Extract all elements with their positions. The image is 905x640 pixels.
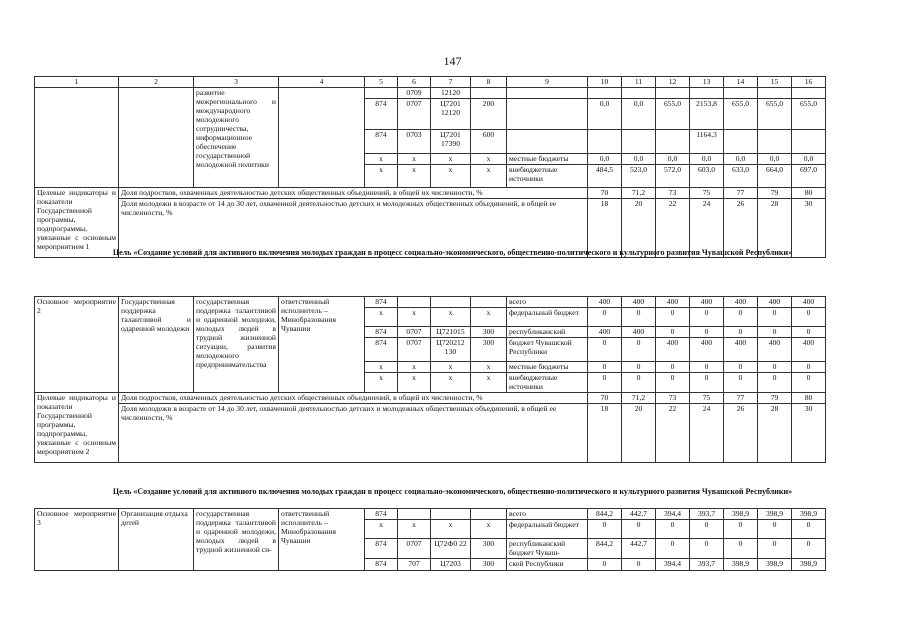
- indicator-text: Доля молодежи в возрасте от 14 до 30 лет, охваченной деятельностью детских и молодежных общественных объединений, в общей ее численности, %: [119, 199, 588, 258]
- value-cell: 393,7: [690, 509, 724, 520]
- table-cell: 300: [471, 559, 507, 571]
- value-cell: 400: [758, 297, 792, 308]
- value-cell: 0: [656, 373, 690, 393]
- value-cell: 0: [690, 373, 724, 393]
- measure-description: государственная поддержка талантливой и одаренной молодежи, молодых людей в трудной жизненной ситуации, развития молодежного предпринимательства: [194, 297, 279, 393]
- value-cell: 394,4: [656, 509, 690, 520]
- table-cell: x: [471, 308, 507, 327]
- value-cell: [792, 130, 826, 154]
- value-cell: 400: [588, 327, 622, 338]
- table-cell: Ц720212 130: [431, 338, 471, 362]
- table-cell: [365, 88, 398, 99]
- indicator-value: 79: [758, 188, 792, 199]
- value-cell: 400: [588, 297, 622, 308]
- indicator-value: 75: [690, 188, 724, 199]
- table-cell: x: [431, 154, 471, 165]
- column-header: 7: [431, 77, 471, 88]
- table-cell: Ц7203: [431, 559, 471, 571]
- table-cell: 300: [471, 327, 507, 338]
- value-cell: 0: [792, 539, 826, 559]
- table-cell: x: [471, 165, 507, 188]
- indicator-row: [35, 404, 826, 463]
- indicator-value: 73: [656, 188, 690, 199]
- value-cell: 655,0: [758, 99, 792, 130]
- value-cell: 0: [690, 362, 724, 373]
- column-header: 10: [588, 77, 622, 88]
- column-header: 12: [656, 77, 690, 88]
- value-cell: [724, 130, 758, 154]
- table-cell: 0703: [398, 130, 431, 154]
- funding-source: [507, 88, 588, 99]
- value-cell: 0: [792, 520, 826, 539]
- table-cell: 600: [471, 130, 507, 154]
- goal-heading-1: Цель «Создание условий для активного включения молодых граждан в процесс социально-экономического, общественно-политического и культурного развития Чувашской Республики»: [112, 248, 793, 257]
- value-cell: 400: [622, 327, 656, 338]
- table-cell: 0707: [398, 327, 431, 338]
- value-cell: 442,7: [622, 509, 656, 520]
- value-cell: 400: [690, 338, 724, 362]
- column-header: 8: [471, 77, 507, 88]
- funding-source: бюджет Чувашской Республики: [507, 338, 588, 362]
- value-cell: 0: [758, 520, 792, 539]
- table-cell: x: [431, 308, 471, 327]
- measure-name: Основное мероприятие 3: [35, 509, 119, 571]
- value-cell: 0: [758, 327, 792, 338]
- cell-col1: [35, 88, 119, 188]
- value-cell: 0: [758, 373, 792, 393]
- funding-source: внебюджетные источники: [507, 165, 588, 188]
- value-cell: 0,0: [792, 154, 826, 165]
- value-cell: [588, 88, 622, 99]
- table-block-1: [34, 76, 826, 258]
- funding-source: ской Республики: [507, 559, 588, 571]
- indicator-value: 28: [758, 404, 792, 463]
- value-cell: 0: [792, 327, 826, 338]
- value-cell: 0: [758, 362, 792, 373]
- table-cell: x: [471, 373, 507, 393]
- table-cell: [471, 297, 507, 308]
- table-row: [35, 509, 826, 520]
- responsible-executor: ответственный исполнитель – Минобразования Чувашии: [279, 509, 365, 571]
- table-cell: x: [431, 520, 471, 539]
- value-cell: 0: [656, 308, 690, 327]
- table-cell: 874: [365, 297, 398, 308]
- value-cell: 0,0: [588, 154, 622, 165]
- indicator-value: 28: [758, 199, 792, 258]
- value-cell: 0: [724, 327, 758, 338]
- table-cell: [471, 509, 507, 520]
- table-cell: Ц721015: [431, 327, 471, 338]
- indicator-text: Доля подростков, охваченных деятельностью детских общественных объединений, в общей их численности, %: [119, 188, 588, 199]
- table-cell: 12120: [431, 88, 471, 99]
- value-cell: 655,0: [656, 99, 690, 130]
- value-cell: [622, 88, 656, 99]
- value-cell: 398,9: [792, 559, 826, 571]
- value-cell: [656, 130, 690, 154]
- column-header: 1: [35, 77, 119, 88]
- value-cell: 0: [622, 362, 656, 373]
- value-cell: 0: [622, 308, 656, 327]
- value-cell: 400: [622, 297, 656, 308]
- value-cell: 2153,8: [690, 99, 724, 130]
- table-cell: 874: [365, 327, 398, 338]
- indicator-row: [35, 188, 826, 199]
- indicator-value: 77: [724, 393, 758, 404]
- column-header: 16: [792, 77, 826, 88]
- funding-source: всего: [507, 297, 588, 308]
- value-cell: 0: [622, 338, 656, 362]
- value-cell: 844,2: [588, 509, 622, 520]
- value-cell: 394,4: [656, 559, 690, 571]
- table-block-3: [34, 508, 826, 571]
- header-row: [35, 77, 826, 88]
- cell-col2: [119, 88, 194, 188]
- column-header: 11: [622, 77, 656, 88]
- value-cell: 0,0: [690, 154, 724, 165]
- value-cell: 442,7: [622, 539, 656, 559]
- indicator-text: Доля подростков, охваченных деятельностью детских общественных объединений, в общей их численности, %: [119, 393, 588, 404]
- table-cell: Ц7201 12120: [431, 99, 471, 130]
- table-cell: 0709: [398, 88, 431, 99]
- value-cell: 484,5: [588, 165, 622, 188]
- measure-description: развитие межрегионального и международного молодежного сотрудничества, информационное обеспечение государственной молодежной политики: [194, 88, 279, 188]
- value-cell: 603,0: [690, 165, 724, 188]
- table-cell: x: [365, 520, 398, 539]
- value-cell: 398,9: [724, 509, 758, 520]
- value-cell: 400: [656, 338, 690, 362]
- indicators-label: Целевые индикаторы и показатели Государственной программы, подпрограммы, увязанные с основным мероприятием 2: [35, 393, 119, 463]
- indicator-value: 22: [656, 404, 690, 463]
- value-cell: [656, 88, 690, 99]
- value-cell: 400: [656, 297, 690, 308]
- value-cell: 697,0: [792, 165, 826, 188]
- measure-title: Государственная поддержка талантливой и одаренной молодежи: [119, 297, 194, 393]
- value-cell: 400: [724, 297, 758, 308]
- value-cell: 398,9: [792, 509, 826, 520]
- value-cell: 0: [690, 520, 724, 539]
- value-cell: 523,0: [622, 165, 656, 188]
- table-row: [35, 297, 826, 308]
- column-header: 15: [758, 77, 792, 88]
- funding-source: внебюджетные источники: [507, 373, 588, 393]
- funding-source: республиканский: [507, 327, 588, 338]
- indicator-value: 73: [656, 393, 690, 404]
- indicator-value: 30: [792, 404, 826, 463]
- table-cell: x: [471, 362, 507, 373]
- table-cell: x: [398, 520, 431, 539]
- responsible-executor: ответственный исполнитель – Минобразования Чувашии: [279, 297, 365, 393]
- funding-source: республиканский бюджет Чуваш-: [507, 539, 588, 559]
- value-cell: 0: [622, 559, 656, 571]
- value-cell: 0: [724, 539, 758, 559]
- value-cell: 0: [656, 539, 690, 559]
- value-cell: [588, 130, 622, 154]
- page-number: 147: [443, 54, 462, 68]
- value-cell: 0,0: [724, 154, 758, 165]
- table-cell: x: [398, 308, 431, 327]
- table-cell: x: [365, 362, 398, 373]
- value-cell: 0: [690, 539, 724, 559]
- indicator-value: 71,2: [622, 188, 656, 199]
- value-cell: 655,0: [724, 99, 758, 130]
- table-block-2: [34, 296, 826, 463]
- value-cell: [758, 130, 792, 154]
- table-cell: 300: [471, 539, 507, 559]
- value-cell: 0: [690, 308, 724, 327]
- table-cell: x: [471, 520, 507, 539]
- value-cell: 0: [588, 559, 622, 571]
- table-cell: 300: [471, 338, 507, 362]
- table-cell: x: [365, 308, 398, 327]
- value-cell: 0: [588, 362, 622, 373]
- value-cell: [622, 130, 656, 154]
- value-cell: 0: [588, 308, 622, 327]
- funding-source: всего: [507, 509, 588, 520]
- value-cell: 0: [724, 362, 758, 373]
- value-cell: 844,2: [588, 539, 622, 559]
- value-cell: 0: [656, 362, 690, 373]
- table-cell: 874: [365, 130, 398, 154]
- value-cell: 0,0: [758, 154, 792, 165]
- indicator-text: Доля молодежи в возрасте от 14 до 30 лет, охваченной деятельностью детских и молодежных общественных объединений, в общей ее численности, %: [119, 404, 588, 463]
- indicator-value: 26: [724, 199, 758, 258]
- value-cell: [758, 88, 792, 99]
- table-cell: 874: [365, 338, 398, 362]
- table-cell: 874: [365, 509, 398, 520]
- value-cell: 0: [758, 308, 792, 327]
- measure-title: Организация отдыха детей: [119, 509, 194, 571]
- indicator-value: 20: [622, 404, 656, 463]
- column-header: 4: [279, 77, 365, 88]
- cell-col4: [279, 88, 365, 188]
- table-row: [35, 88, 826, 99]
- value-cell: [724, 88, 758, 99]
- value-cell: [792, 88, 826, 99]
- table-cell: x: [365, 165, 398, 188]
- column-header: 6: [398, 77, 431, 88]
- value-cell: 0: [690, 327, 724, 338]
- value-cell: 0,0: [656, 154, 690, 165]
- funding-source: [507, 99, 588, 130]
- table-cell: 200: [471, 99, 507, 130]
- value-cell: 0,0: [622, 99, 656, 130]
- value-cell: 398,9: [724, 559, 758, 571]
- table-cell: x: [398, 154, 431, 165]
- table-cell: Ц7201 17390: [431, 130, 471, 154]
- value-cell: 572,0: [656, 165, 690, 188]
- goal-heading-2: Цель «Создание условий для активного включения молодых граждан в процесс социально-экономического, общественно-политического и культурного развития Чувашской Республики»: [112, 487, 793, 496]
- indicator-value: 30: [792, 199, 826, 258]
- indicator-value: 70: [588, 393, 622, 404]
- value-cell: 664,0: [758, 165, 792, 188]
- indicator-value: 75: [690, 393, 724, 404]
- table-cell: 874: [365, 99, 398, 130]
- value-cell: 400: [758, 338, 792, 362]
- value-cell: 0: [724, 520, 758, 539]
- table-cell: 874: [365, 539, 398, 559]
- value-cell: 0: [656, 520, 690, 539]
- value-cell: 0: [622, 373, 656, 393]
- table-cell: x: [398, 362, 431, 373]
- value-cell: 0,0: [588, 99, 622, 130]
- value-cell: 0,0: [622, 154, 656, 165]
- funding-source: федеральный бюджет: [507, 308, 588, 327]
- funding-source: федеральный бюджет: [507, 520, 588, 539]
- indicator-value: 71,2: [622, 393, 656, 404]
- value-cell: 655,0: [792, 99, 826, 130]
- value-cell: [690, 88, 724, 99]
- value-cell: 400: [724, 338, 758, 362]
- value-cell: 0: [656, 327, 690, 338]
- indicator-value: 20: [622, 199, 656, 258]
- table-cell: [431, 297, 471, 308]
- value-cell: 0: [588, 373, 622, 393]
- indicator-value: 24: [690, 404, 724, 463]
- column-header: 13: [690, 77, 724, 88]
- indicator-value: 18: [588, 404, 622, 463]
- table-cell: x: [398, 165, 431, 188]
- value-cell: 400: [792, 338, 826, 362]
- indicator-value: 26: [724, 404, 758, 463]
- table-cell: [398, 297, 431, 308]
- funding-source: [507, 130, 588, 154]
- indicator-value: 77: [724, 188, 758, 199]
- column-header: 14: [724, 77, 758, 88]
- indicator-value: 79: [758, 393, 792, 404]
- table-cell: Ц72Ф0 22: [431, 539, 471, 559]
- value-cell: 398,9: [758, 559, 792, 571]
- table-cell: 707: [398, 559, 431, 571]
- value-cell: 400: [690, 297, 724, 308]
- table-cell: x: [431, 362, 471, 373]
- column-header: 9: [507, 77, 588, 88]
- value-cell: 0: [792, 373, 826, 393]
- indicator-value: 18: [588, 199, 622, 258]
- column-header: 3: [194, 77, 279, 88]
- measure-description: государственная поддержка талантливой и одаренной молодежи, молодых людей в трудной жизненной си-: [194, 509, 279, 571]
- column-header: 5: [365, 77, 398, 88]
- column-header: 2: [119, 77, 194, 88]
- indicator-value: 22: [656, 199, 690, 258]
- value-cell: 0: [792, 308, 826, 327]
- measure-name: Основное мероприятие 2: [35, 297, 119, 393]
- table-cell: x: [471, 154, 507, 165]
- value-cell: 0: [758, 539, 792, 559]
- value-cell: 398,9: [758, 509, 792, 520]
- value-cell: 1164,3: [690, 130, 724, 154]
- value-cell: 400: [792, 297, 826, 308]
- value-cell: 0: [588, 338, 622, 362]
- value-cell: 633,0: [724, 165, 758, 188]
- table-cell: x: [431, 373, 471, 393]
- table-cell: 874: [365, 559, 398, 571]
- funding-source: местные бюджеты: [507, 362, 588, 373]
- table-cell: x: [431, 165, 471, 188]
- value-cell: 393,7: [690, 559, 724, 571]
- table-cell: x: [365, 373, 398, 393]
- indicator-value: 70: [588, 188, 622, 199]
- funding-source: местные бюджеты: [507, 154, 588, 165]
- value-cell: 0: [622, 520, 656, 539]
- value-cell: 0: [792, 362, 826, 373]
- value-cell: 0: [588, 520, 622, 539]
- value-cell: 0: [724, 373, 758, 393]
- table-cell: 0707: [398, 99, 431, 130]
- table-cell: [398, 509, 431, 520]
- table-cell: x: [398, 373, 431, 393]
- indicator-value: 80: [792, 188, 826, 199]
- indicator-row: [35, 393, 826, 404]
- value-cell: 0: [724, 308, 758, 327]
- table-cell: x: [365, 154, 398, 165]
- table-cell: 0707: [398, 338, 431, 362]
- table-cell: [471, 88, 507, 99]
- table-cell: [431, 509, 471, 520]
- table-cell: 0707: [398, 539, 431, 559]
- indicator-value: 80: [792, 393, 826, 404]
- indicators-label: Целевые индикаторы и показатели Государственной программы, подпрограммы, увязанные с основным мероприятием 1: [35, 188, 119, 258]
- indicator-value: 24: [690, 199, 724, 258]
